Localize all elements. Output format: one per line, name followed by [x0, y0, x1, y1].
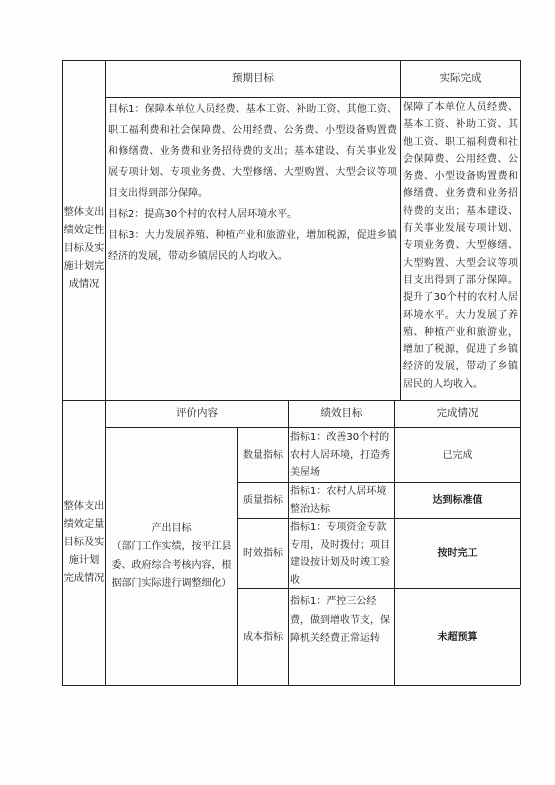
indicator-target-quality [290, 483, 393, 518]
eval-content-header [106, 401, 288, 427]
table-divider [288, 400, 289, 685]
completion-status-header [395, 401, 520, 427]
indicator-name-cost [238, 589, 288, 685]
indicator-target-quantity [290, 429, 393, 482]
indicator-status-text: 已完成 [442, 449, 473, 461]
actual-complete-text: 保障了本单位人员经费、基本工资、补助工资、其他工资、职工福利费和社会保障费、公用经费、公务费、小型设备购置费和修缮费、业务费和业务招待费的支出；基本建设、有关事业发展专项计划、专项业务费、大型修缮、大型购置、大型会议等项目支出得到了部分保障。提升了30个村的农村人居环境水平。大力发展了养殖、种植产业和旅游业，增加了税源，促进了乡镇经济的发展，带动了乡镇居民的人均收入。 [403, 102, 518, 390]
indicator-name-quantity [238, 428, 288, 482]
indicator-status-text: 按时完工 [437, 548, 478, 559]
output-goal-cell [107, 428, 236, 685]
indicator-name-text: 质量指标 [243, 495, 283, 506]
table-divider [400, 60, 401, 400]
perf-target-header [289, 401, 394, 427]
table-border [62, 685, 520, 686]
indicator-status-quality [395, 483, 520, 518]
eval-content-header-text: 评价内容 [176, 407, 218, 420]
actual-complete-header [401, 61, 520, 97]
section2-row-label: 整体支出 绩效定量 目标及实 施计划 完成情况 [63, 501, 105, 584]
completion-status-header-text: 完成情况 [436, 407, 479, 420]
table-divider [105, 60, 106, 685]
indicator-name-quality [238, 483, 288, 518]
actual-complete-header-text: 实际完成 [439, 72, 482, 85]
perf-target-header-text: 绩效目标 [320, 407, 363, 420]
indicator-target-text: 指标1：专项资金专款专用，及时拨付；项目建设按计划及时竣工验收 [290, 522, 390, 586]
indicator-target-text: 指标1：严控三公经费，做到增收节支，保障机关经费正常运转 [290, 596, 390, 644]
indicator-status-cost [395, 589, 520, 685]
indicator-name-timeliness [238, 519, 288, 588]
indicator-name-text: 数量指标 [243, 449, 283, 461]
goal-2-text: 目标2：提高30个村的农村人居环境水平。 [108, 209, 298, 220]
table-border [520, 60, 521, 685]
output-goal-label: 产出目标 （部门工作实绩，按平江县委、政府综合考核内容，根据部门实际进行调整细化） [111, 522, 232, 589]
indicator-target-cost [290, 593, 393, 683]
table-divider [105, 97, 520, 98]
goal-3-text: 目标3：大力发展养殖、种植产业和旅游业，增加税源，促进乡镇经济的发展，带动乡镇居民的人均收入。 [108, 230, 397, 262]
section1-row-label: 整体支出 绩效定性 目标及实 施计划完 成情况 [63, 207, 105, 290]
expected-goal-header-text: 预期目标 [232, 72, 274, 85]
expected-goal-header [106, 61, 400, 97]
indicator-name-text: 成本指标 [243, 631, 283, 643]
goal-1-text: 目标1：保障本单位人员经费、基本工资、补助工资、其他工资、职工福利费和社会保障费、公用经费、公务费、小型设备购置费和修缮费、业务费和业务招待费的支出；基本建设、有关事业发展专项计划、专项业务费、大型修缮、大型购置、大型会议等项目支出得到部分保障。 [108, 104, 397, 199]
indicator-status-text: 未超预算 [437, 631, 478, 643]
section2-row-label-cell [63, 401, 105, 685]
indicator-target-text: 指标1：改善30个村的农村人居环境，打造秀美屋场 [290, 432, 390, 478]
indicator-status-timeliness [395, 519, 520, 588]
indicator-status-text: 达到标准值 [432, 495, 483, 506]
indicator-target-timeliness [290, 519, 393, 588]
expected-goals-cell [107, 99, 398, 399]
indicator-status-quantity [395, 428, 520, 482]
indicator-target-text: 指标1：农村人居环境整治达标 [290, 486, 387, 515]
actual-complete-cell [402, 99, 519, 399]
section1-row-label-cell [63, 98, 105, 400]
indicator-name-text: 时效指标 [243, 548, 283, 559]
